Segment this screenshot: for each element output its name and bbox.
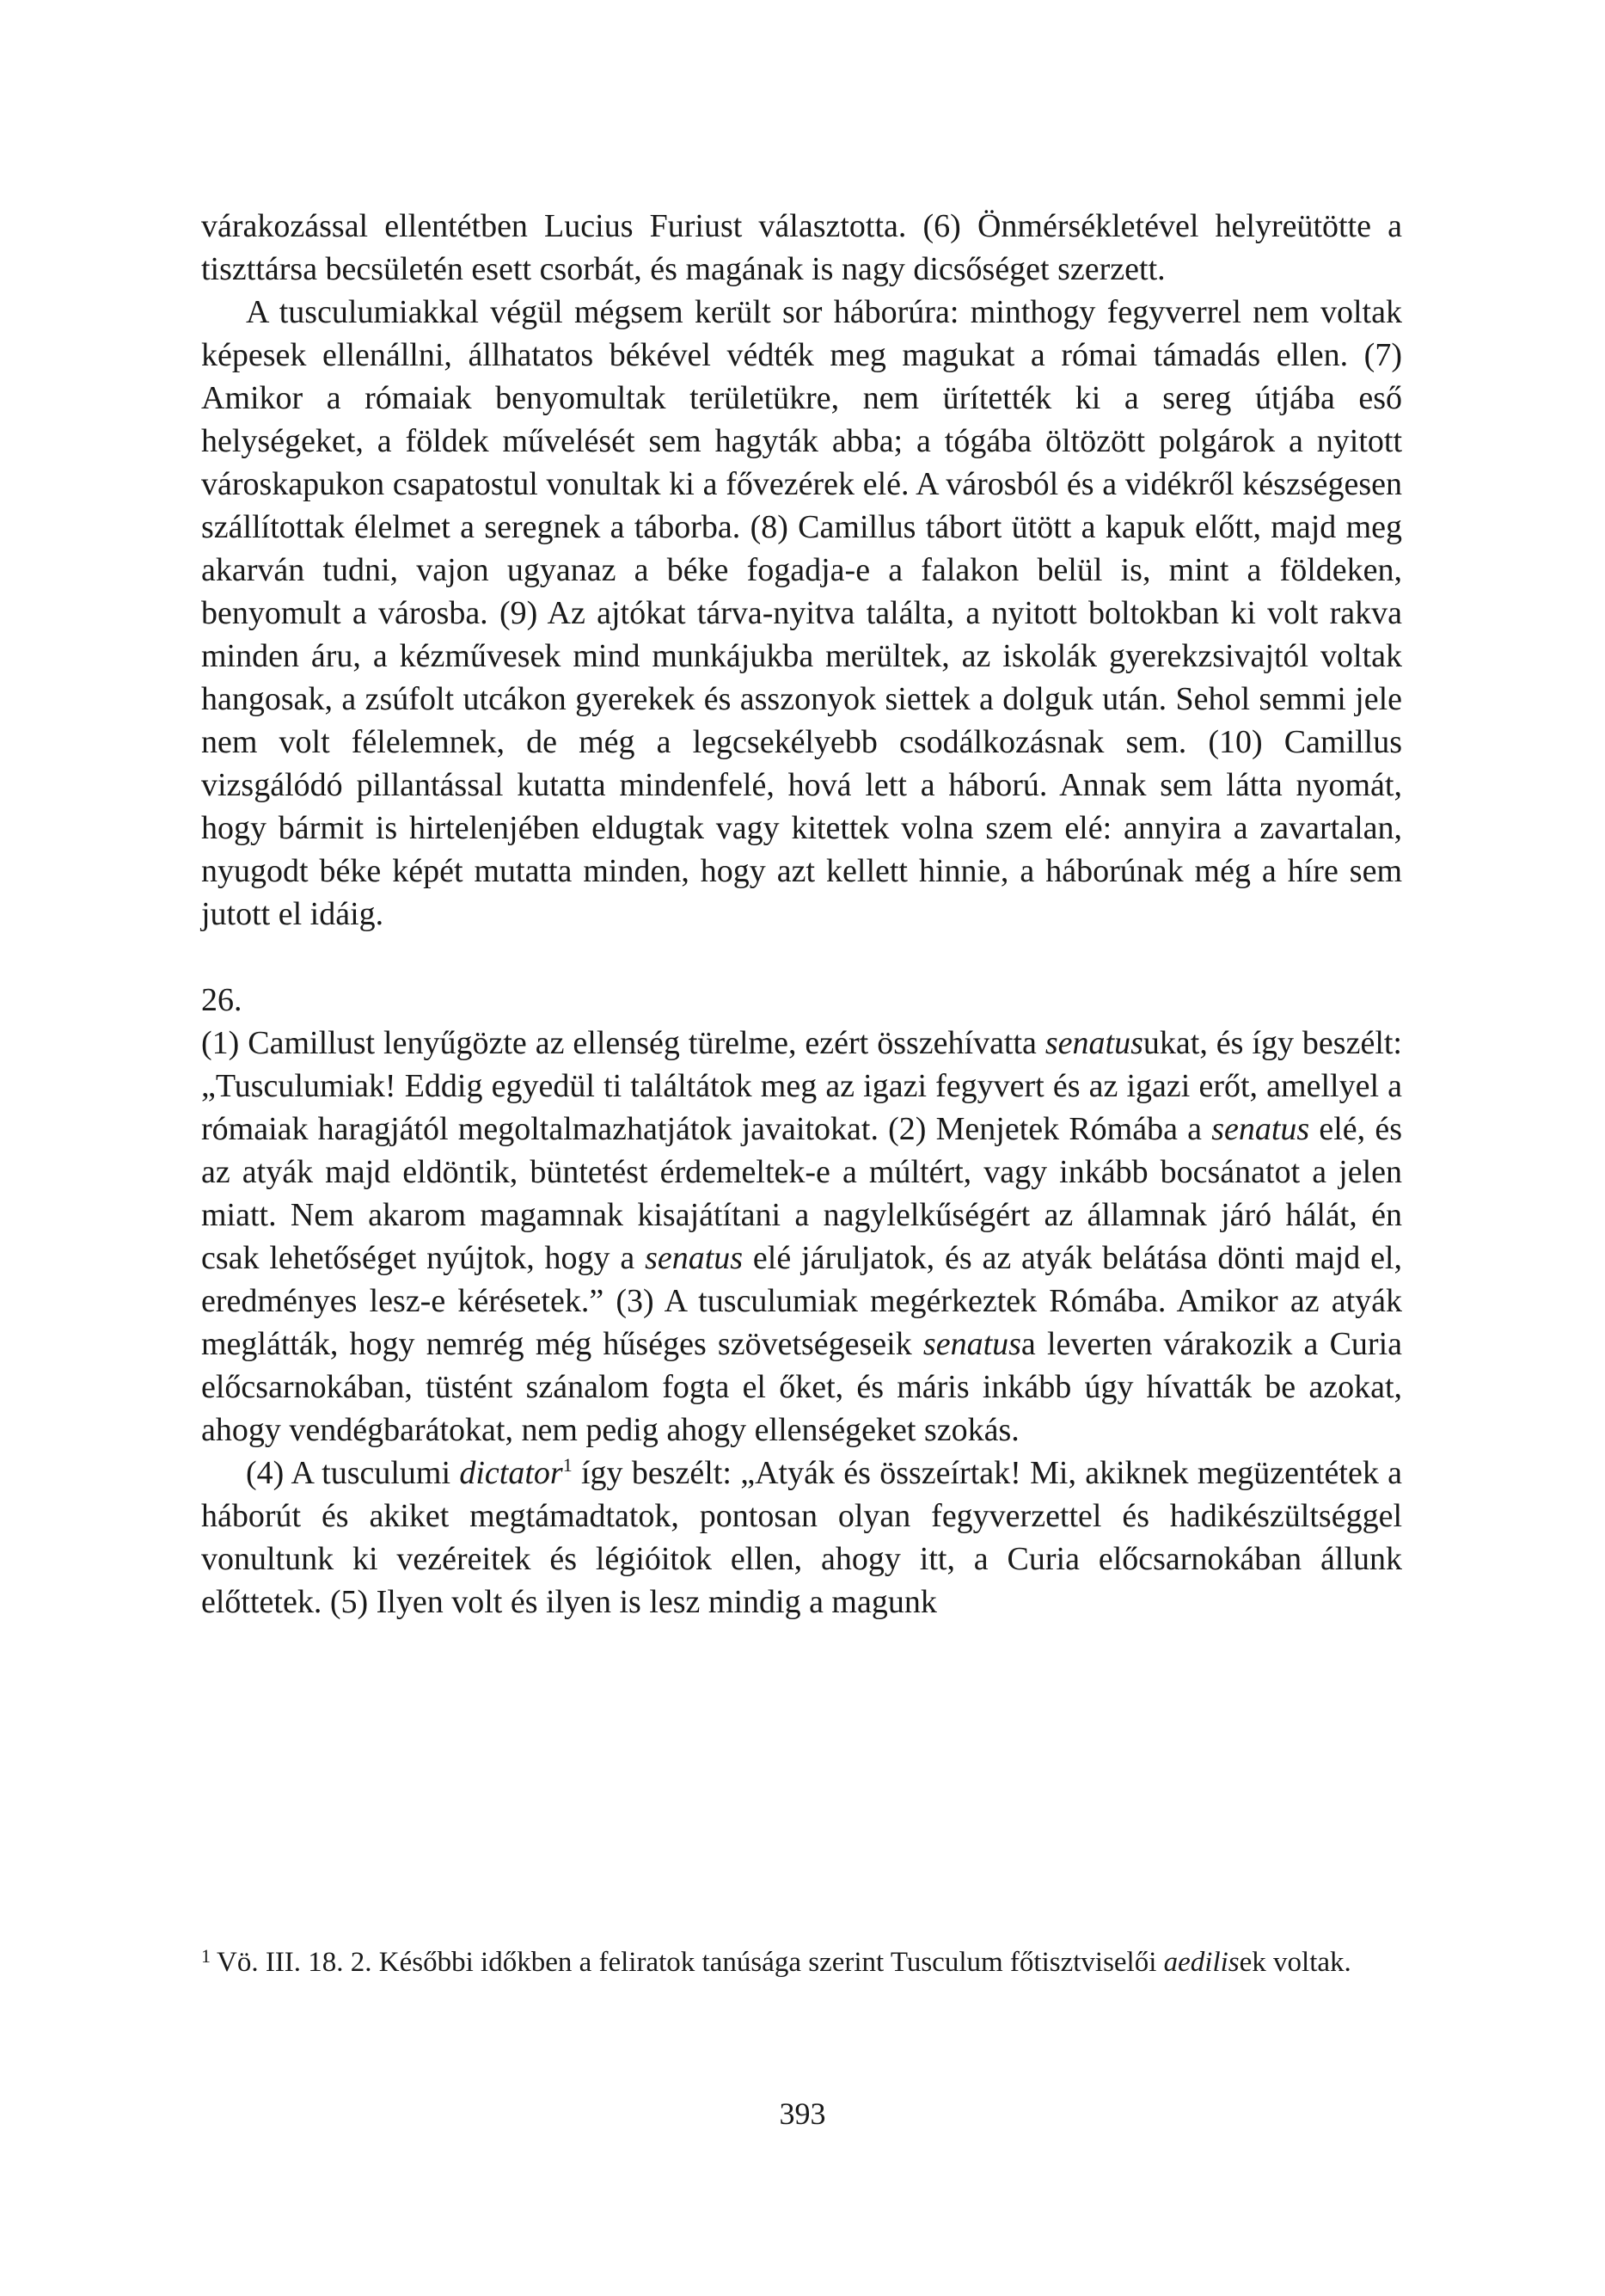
paragraph [201,1022,1402,1452]
text-run: elé járuljatok, és az atyák belátása dönti majd el, eredményes lesz-e kérésetek.” (3) A tusculumiak megérkeztek Rómába. Amikor az atyák meglátták, hogy nemrég még hűséges szövetségeseik [201,1240,1402,1362]
italic-term: dictator [459,1455,563,1491]
text-run: elé, és az atyák majd eldöntik, büntetést érdemeltek-e a múltért, vagy inkább bocsánatot a jelen miatt. Nem akarom magamnak kisajátítani a nagylelkűségért az államnak járó hálát, én csak lehetőséget nyújtok, hogy a [201,1111,1402,1276]
text-run: (4) A tusculumi [246,1455,460,1491]
footnote [201,1935,1402,1984]
italic-term: aedilis [1163,1947,1240,1978]
main-text [201,205,1402,1624]
italic-term: senatus [1211,1111,1310,1147]
paragraph: várakozással ellentétben Lucius Furiust választotta. (6) Önmérsékletével helyreütötte a tiszttársa becsületén esett csorbát, és magának is nagy dicsőséget szerzett. [201,208,1402,287]
text-run: Vö. III. 18. 2. Későbbi időkben a feliratok tanúsága szerint Tusculum főtisztviselői [217,1947,1164,1978]
text-run: ek voltak. [1239,1947,1351,1978]
footnote-marker: 1 [201,1945,211,1967]
text-run: ukat, és így beszélt: „Tusculumiak! Eddig egyedül ti találtátok meg az igazi fegyvert és az igazi erőt, amellyel a rómaiak haragjától megoltalmazhatjátok javaitokat. (2) Menjetek Rómába a [201,1025,1402,1147]
chapter-number: 26. [201,982,242,1018]
page-number: 393 [779,2096,826,2131]
paragraph [201,1452,1402,1624]
paragraph: A tusculumiakkal végül mégsem került sor háborúra: minthogy fegyverrel nem voltak képesek ellenállni, állhatatos békével védték meg magukat a római támadás ellen. (7) Amikor a rómaiak benyomultak területükre, nem ürítették ki a sereg útjába eső helységeket, a földek művelését sem hagyták abba; a tógába öltözött polgárok a nyitott városkapukon csapatostul vonultak ki a fővezérek elé. A városból és a vidékről készségesen szállítottak élelmet a seregnek a táborba. (8) Camillus tábort ütött a kapuk előtt, majd meg akarván tudni, vajon ugyanaz a béke fogadja-e a falakon belül is, mint a földeken, benyomult a városba. (9) Az ajtókat tárva-nyitva találta, a nyitott boltokban ki volt rakva minden áru, a kézművesek mind munkájukba merültek, az iskolák gyerekzsivajtól voltak hangosak, a zsúfolt utcákon gyerekek és asszonyok siettek a dolguk után. Sehol semmi jele nem volt félelemnek, de még a legcsekélyebb csodálkozásnak sem. (10) Camillus vizsgálódó pillantással kutatta mindenfelé, hová lett a háború. Annak sem látta nyomát, hogy bármit is hirtelenjében eldugtak vagy kitettek volna szem elé: annyira a zavartalan, nyugodt béke képét mutatta minden, hogy azt kellett hinnie, a háborúnak még a híre sem jutott el idáig. [201,294,1402,932]
italic-term: senatus [1044,1025,1143,1061]
text-run: a leverten várakozik a Curia előcsarnokában, tüstént szánalom fogta el őket, és máris inkább úgy hívatták be azokat, ahogy vendégbarátokat, nem pedig ahogy ellenségeket szokás. [201,1326,1402,1448]
text-run: (1) Camillust lenyűgözte az ellenség türelme, ezért összehívatta [201,1025,1045,1061]
footnote-reference: 1 [562,1454,573,1476]
text-run: így beszélt: „Atyák és összeírtak! Mi, akiknek megüzentétek a háborút és akiket megtámadtatok, pontosan olyan fegyverzettel és hadikészültséggel vonultunk ki vezéreitek és légióitok ellen, ahogy itt, a Curia előcsarnokában állunk előttetek. (5) Ilyen volt és ilyen is lesz mindig a magunk [201,1455,1403,1620]
italic-term: senatus [645,1240,744,1276]
footnote-text [217,1947,1351,1978]
italic-term: senatus [922,1326,1021,1362]
